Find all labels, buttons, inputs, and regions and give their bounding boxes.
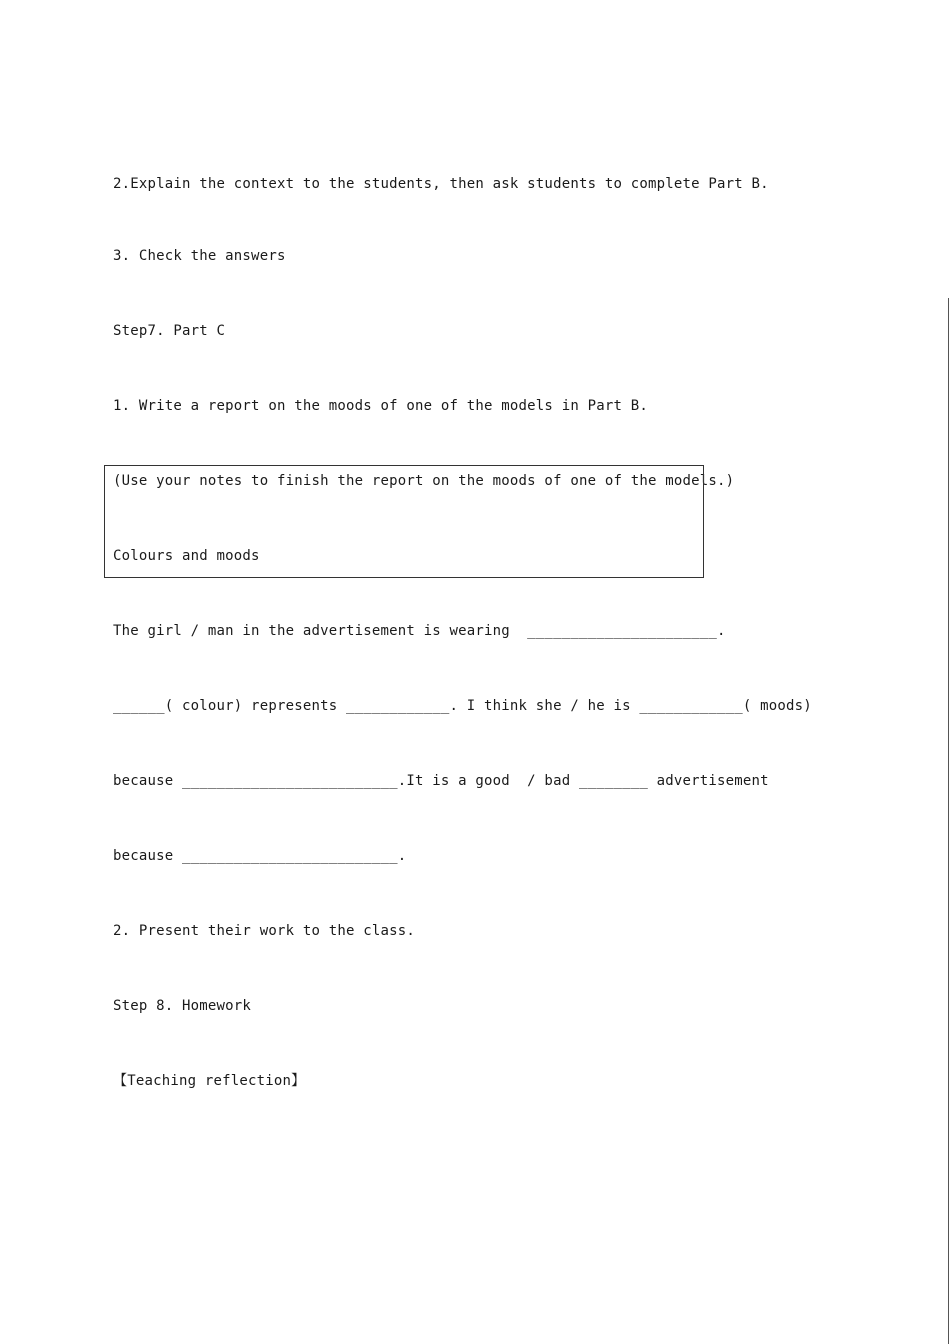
teaching-reflection-box xyxy=(104,465,704,578)
report-template-line-4: because _________________________. xyxy=(113,848,407,864)
colours-moods-heading: Colours and moods xyxy=(113,548,260,564)
present-work-line: 2. Present their work to the class. xyxy=(113,923,416,939)
report-template-line-2: ______( colour) represents ____________. I think she / he is ____________( moods) xyxy=(113,698,812,714)
report-template-line-3: because _________________________.It is a good / bad ________ advertisement xyxy=(113,773,769,789)
report-template-line-1: The girl / man in the advertisement is wearing ______________________. xyxy=(113,623,726,639)
use-notes-line: (Use your notes to finish the report on the moods of one of the models.) xyxy=(113,473,735,489)
step8-homework-heading: Step 8. Homework xyxy=(113,998,252,1014)
write-report-line: 1. Write a report on the moods of one of the models in Part B. xyxy=(113,398,648,414)
teaching-reflection-heading: 【Teaching reflection】 xyxy=(113,1073,306,1089)
step7-heading: Step7. Part C xyxy=(113,323,226,339)
check-answers-line: 3. Check the answers xyxy=(113,248,286,264)
document-body xyxy=(113,122,813,1119)
page-edge-line xyxy=(948,298,949,1344)
step-explain-line: 2.Explain the context to the students, then ask students to complete Part B. xyxy=(113,176,769,192)
